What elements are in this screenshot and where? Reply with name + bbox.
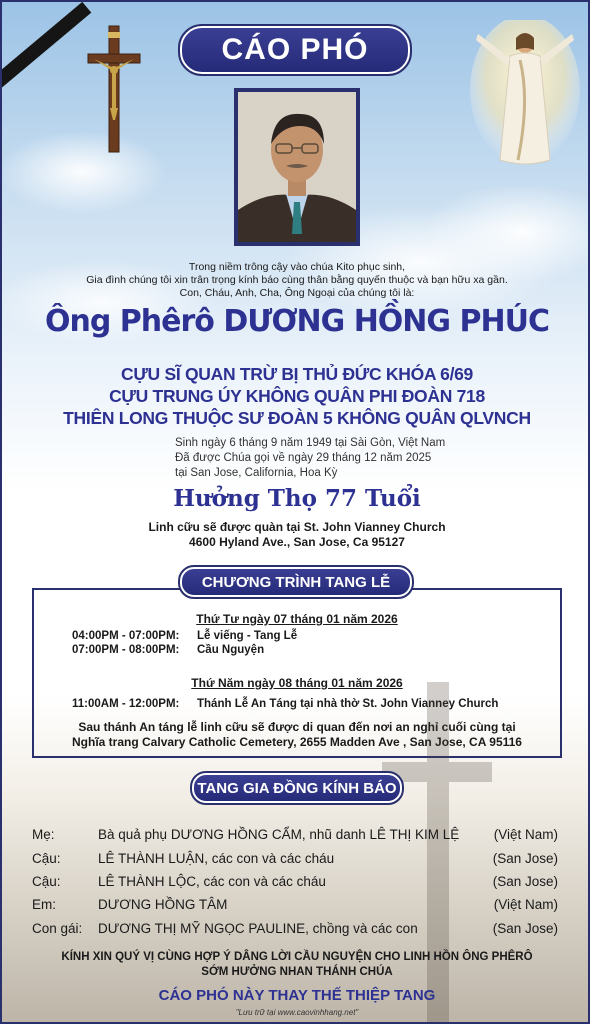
day2-title: Thứ Năm ngày 08 tháng 01 năm 2026 xyxy=(191,676,403,690)
family-relation: Mẹ: xyxy=(32,827,55,842)
schedule-time: 07:00PM - 08:00PM: xyxy=(72,644,180,656)
day1-title: Thứ Tư ngày 07 tháng 01 năm 2026 xyxy=(196,612,398,626)
family-member: DƯƠNG HỒNG TÂM xyxy=(98,897,228,912)
portrait-image xyxy=(238,92,356,242)
schedule-event: Lễ viếng - Tang Lễ xyxy=(197,630,298,642)
family-member: LÊ THÀNH LỘC, các con và các cháu xyxy=(98,874,326,889)
burial-note-2: Nghĩa trang Calvary Catholic Cemetery, 2655 Madden Ave , San Jose, CA 95116 xyxy=(72,735,522,749)
death-info: Đã được Chúa gọi về ngày 29 tháng 12 năm 2025 xyxy=(175,452,432,464)
family-location: (San Jose) xyxy=(492,874,558,889)
closing-prayer-1: KÍNH XIN QUÝ VỊ CÙNG HỢP Ý DÂNG LỜI CẦU NGUYỆN CHO LINH HỒN ÔNG PHÊRÔ xyxy=(61,951,533,963)
schedule-event: Thánh Lễ An Táng tại nhà thờ St. John Vianney Church xyxy=(197,698,499,710)
intro-line-2: Gia đình chúng tôi xin trân trọng kính báo cùng thân bằng quyến thuộc và bạn hữu xa gần. xyxy=(86,274,508,286)
archive-credit: "Lưu trữ tại www.caovinhhang.net" xyxy=(235,1008,359,1017)
family-location: (San Jose) xyxy=(492,851,558,866)
family-location: (Việt Nam) xyxy=(493,827,558,842)
family-relation: Cậu: xyxy=(32,851,61,866)
family-relation: Con gái: xyxy=(32,921,83,936)
schedule-time: 04:00PM - 07:00PM: xyxy=(72,630,180,642)
rank-line-2: CỰU TRUNG ÚY KHÔNG QUÂN PHI ĐOÀN 718 xyxy=(109,386,485,406)
wake-place: Linh cữu sẽ được quàn tại St. John Vianney Church xyxy=(148,520,446,534)
family-relation: Em: xyxy=(32,897,57,912)
birth-info: Sinh ngày 6 tháng 9 năm 1949 tại Sài Gòn, Việt Nam xyxy=(175,437,446,449)
closing-notice: CÁO PHÓ NÀY THAY THẾ THIỆP TANG xyxy=(158,987,436,1004)
mourning-ribbon xyxy=(0,2,91,96)
family-relation: Cậu: xyxy=(32,874,61,889)
schedule-event: Cầu Nguyện xyxy=(197,644,265,656)
intro-line-1: Trong niềm trông cậy vào chúa Kito phục sinh, xyxy=(188,261,406,273)
intro-line-3: Con, Cháu, Anh, Cha, Ông Ngoại của chúng tôi là: xyxy=(179,287,415,299)
deceased-name: Ông Phêrô DƯƠNG HỒNG PHÚC xyxy=(45,304,549,339)
closing-prayer-2: SỚM HƯỞNG NHAN THÁNH CHÚA xyxy=(201,966,393,978)
family-member: LÊ THÀNH LUẬN, các con và các cháu xyxy=(98,851,335,866)
deceased-portrait xyxy=(234,88,360,246)
schedule-row xyxy=(72,630,297,642)
crucifix-icon xyxy=(84,24,144,154)
burial-note-1: Sau thánh An táng lễ linh cữu sẽ được di quan đến nơi an nghỉ cuối cùng tại xyxy=(78,720,516,734)
rank-line-3: THIÊN LONG THUỘC SƯ ĐOÀN 5 KHÔNG QUÂN QLVNCH xyxy=(63,408,531,428)
family-title: TANG GIA ĐỒNG KÍNH BÁO xyxy=(192,773,402,803)
risen-christ-image xyxy=(470,20,580,170)
schedule-row xyxy=(72,644,264,656)
program-title: CHƯƠNG TRÌNH TANG LỄ xyxy=(180,567,412,597)
age-line: Hưởng Thọ 77 Tuổi xyxy=(173,485,421,512)
family-location: (San Jose) xyxy=(492,921,558,936)
schedule-time: 11:00AM - 12:00PM: xyxy=(72,698,180,710)
death-place: tại San Jose, California, Hoa Kỳ xyxy=(175,467,338,479)
obituary-title: CÁO PHÓ xyxy=(180,26,410,74)
wake-address: 4600 Hyland Ave., San Jose, Ca 95127 xyxy=(189,535,405,549)
rank-line-1: CỰU SĨ QUAN TRỪ BỊ THỦ ĐỨC KHÓA 6/69 xyxy=(121,364,473,384)
family-member: Bà quả phụ DƯƠNG HỒNG CẨM, nhũ danh LÊ THỊ KIM LỆ xyxy=(98,827,460,842)
family-member: DƯƠNG THỊ MỸ NGỌC PAULINE, chồng và các con xyxy=(98,921,418,936)
family-location: (Việt Nam) xyxy=(493,897,558,912)
